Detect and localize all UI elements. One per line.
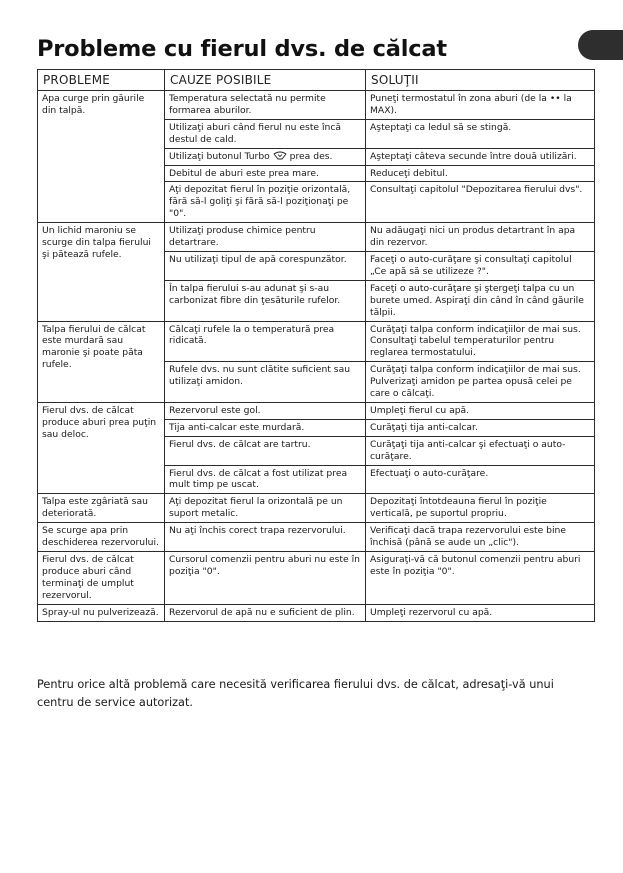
solution-cell: Consultaţi capitolul "Depozitarea fierului dvs". bbox=[366, 182, 595, 223]
solution-cell: Puneţi termostatul în zona aburi (de la •• la MAX). bbox=[366, 91, 595, 120]
solution-cell: Depozitaţi întotdeauna fierul în poziţie verticală, pe suportul propriu. bbox=[366, 494, 595, 523]
table-row bbox=[38, 402, 595, 419]
cause-cell: În talpa fierului s-au adunat şi s-au carbonizat fibre din ţesăturile rufelor. bbox=[165, 280, 366, 321]
cause-cell: Fierul dvs. de călcat are tartru. bbox=[165, 436, 366, 465]
solution-cell: Curăţaţi talpa conform indicaţiilor de mai sus. Pulverizaţi amidon pe partea opusă celei pe care o călcaţi. bbox=[366, 362, 595, 403]
solution-cell: Reduceţi debitul. bbox=[366, 165, 595, 182]
cause-cell: Aţi depozitat fierul la orizontală pe un suport metalic. bbox=[165, 494, 366, 523]
footer-note: Pentru orice altă problemă care necesită verificarea fierului dvs. de călcat, adresaţi-vă unui centru de service autorizat. bbox=[37, 678, 554, 709]
page-tab-marker bbox=[578, 30, 623, 60]
solution-cell: Umpleţi rezervorul cu apă. bbox=[366, 604, 595, 621]
table-header-row bbox=[38, 70, 595, 91]
problem-cell: Fierul dvs. de călcat produce aburi prea puţin sau deloc. bbox=[38, 402, 165, 493]
problem-cell: Se scurge apa prin deschiderea rezervorului. bbox=[38, 523, 165, 552]
cause-cell: Temperatura selectată nu permite formarea aburilor. bbox=[165, 91, 366, 120]
problem-cell: Talpa este zgâriată sau deteriorată. bbox=[38, 494, 165, 523]
cause-cell: Utilizaţi aburi când fierul nu este încă destul de cald. bbox=[165, 119, 366, 148]
problem-cell: Spray-ul nu pulverizează. bbox=[38, 604, 165, 621]
problem-cell: Apa curge prin găurile din talpă. bbox=[38, 91, 165, 223]
cause-cell: Debitul de aburi este prea mare. bbox=[165, 165, 366, 182]
solution-cell: Efectuaţi o auto-curăţare. bbox=[366, 465, 595, 494]
solution-cell: Aşteptaţi câteva secunde între două utilizări. bbox=[366, 148, 595, 165]
cause-cell: Utilizaţi produse chimice pentru detartrare. bbox=[165, 223, 366, 252]
solution-cell: Verificaţi dacă trapa rezervorului este bine închisă (până se aude un „clic"). bbox=[366, 523, 595, 552]
troubleshooting-table bbox=[37, 69, 595, 622]
table-row bbox=[38, 604, 595, 621]
cause-text-after-icon: prea des. bbox=[289, 150, 333, 162]
cause-cell: Rezervorul este gol. bbox=[165, 402, 366, 419]
cause-text-before-icon: Utilizaţi butonul Turbo bbox=[169, 150, 270, 162]
table-row bbox=[38, 91, 595, 120]
turbo-steam-icon bbox=[273, 151, 287, 160]
cause-cell: Rezervorul de apă nu e suficient de plin. bbox=[165, 604, 366, 621]
header-causes: CAUZE POSIBILE bbox=[165, 70, 366, 91]
cause-cell: Călcaţi rufele la o temperatură prea ridicată. bbox=[165, 321, 366, 362]
header-solutions: SOLUŢII bbox=[366, 70, 595, 91]
cause-cell: Nu utilizaţi tipul de apă corespunzător. bbox=[165, 251, 366, 280]
table-row bbox=[38, 321, 595, 362]
problem-cell: Fierul dvs. de călcat produce aburi când terminaţi de umplut rezervorul. bbox=[38, 552, 165, 605]
cause-cell: Aţi depozitat fierul în poziţie orizontală, fără să-l goliţi şi fără să-l poziţionaţi pe "0". bbox=[165, 182, 366, 223]
page-title: Probleme cu fierul dvs. de călcat bbox=[37, 36, 447, 62]
cause-cell: Cursorul comenzii pentru aburi nu este în poziţia "0". bbox=[165, 552, 366, 605]
table-row bbox=[38, 494, 595, 523]
table-row bbox=[38, 523, 595, 552]
cause-cell: Rufele dvs. nu sunt clătite suficient sau utilizaţi amidon. bbox=[165, 362, 366, 403]
cause-cell: Fierul dvs. de călcat a fost utilizat prea mult timp pe uscat. bbox=[165, 465, 366, 494]
solution-cell: Aşteptaţi ca ledul să se stingă. bbox=[366, 119, 595, 148]
solution-cell: Faceţi o auto-curăţare şi consultaţi capitolul „Ce apă să se utilizeze ?". bbox=[366, 251, 595, 280]
solution-cell: Umpleţi fierul cu apă. bbox=[366, 402, 595, 419]
solution-cell: Curăţaţi tija anti-calcar. bbox=[366, 419, 595, 436]
solution-cell: Curăţaţi talpa conform indicaţiilor de mai sus. Consultaţi tabelul temperaturilor pentru reglarea termostatului. bbox=[366, 321, 595, 362]
header-problems: PROBLEME bbox=[38, 70, 165, 91]
solution-cell: Asiguraţi-vă că butonul comenzii pentru aburi este în poziţia "0". bbox=[366, 552, 595, 605]
problem-cell: Un lichid maroniu se scurge din talpa fierului şi pătează rufele. bbox=[38, 223, 165, 321]
solution-cell: Curăţaţi tija anti-calcar şi efectuaţi o auto-curăţare. bbox=[366, 436, 595, 465]
cause-cell bbox=[165, 148, 366, 165]
table-row bbox=[38, 552, 595, 605]
problem-cell: Talpa fierului de călcat este murdară sau maronie şi poate păta rufele. bbox=[38, 321, 165, 402]
cause-cell: Nu aţi închis corect trapa rezervorului. bbox=[165, 523, 366, 552]
table-row bbox=[38, 223, 595, 252]
cause-cell: Tija anti-calcar este murdară. bbox=[165, 419, 366, 436]
solution-cell: Faceţi o auto-curăţare şi ştergeţi talpa cu un burete umed. Aspiraţi din când în când găurile tălpii. bbox=[366, 280, 595, 321]
solution-cell: Nu adăugaţi nici un produs detartrant în apa din rezervor. bbox=[366, 223, 595, 252]
